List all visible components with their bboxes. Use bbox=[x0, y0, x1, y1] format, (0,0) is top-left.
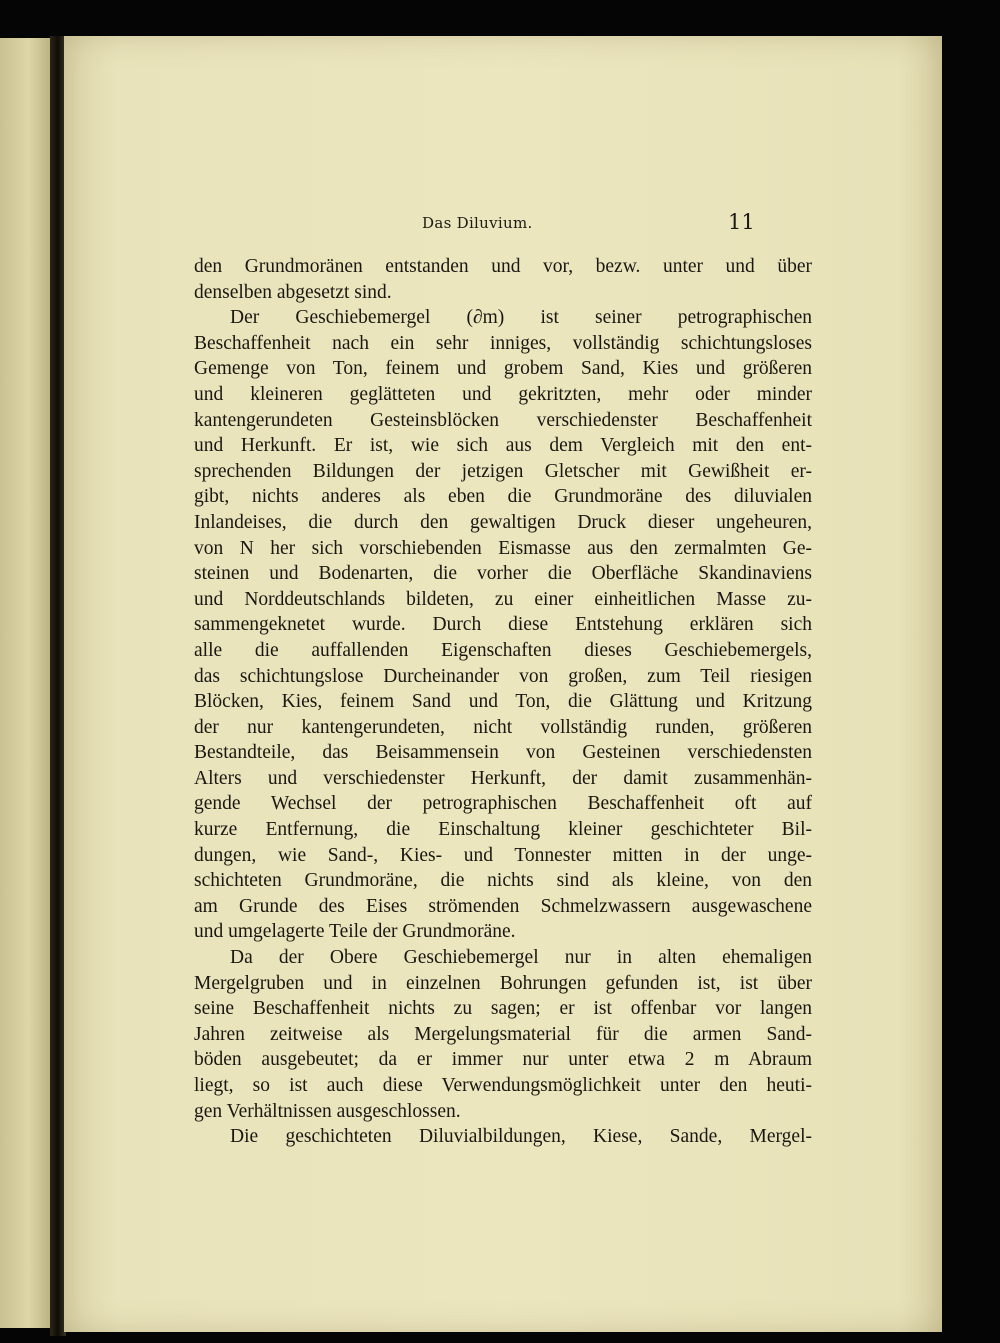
running-title: Das Diluvium. bbox=[422, 214, 533, 232]
text-line: am Grunde des Eises strömenden Schmelzwassern ausgewaschene bbox=[194, 895, 812, 917]
text-line: böden ausgebeutet; da er immer nur unter etwa 2 m Abraum bbox=[194, 1049, 812, 1071]
text-line: Alters und verschiedenster Herkunft, der damit zusammenhän- bbox=[194, 767, 812, 789]
text-line: Der Geschiebemergel (∂m) ist seiner petrographischen bbox=[230, 307, 812, 329]
text-line: gende Wechsel der petrographischen Beschaffenheit oft auf bbox=[194, 793, 812, 815]
text-line: Da der Obere Geschiebemergel nur in alten ehemaligen bbox=[230, 947, 812, 969]
book-page bbox=[64, 36, 942, 1332]
text-line: steinen und Bodenarten, die vorher die Oberfläche Skandinaviens bbox=[194, 563, 812, 585]
facing-page-edge bbox=[0, 38, 52, 1328]
text-line: kantengerundeten Gesteinsblöcken verschiedenster Beschaffenheit bbox=[194, 409, 812, 431]
text-line: sammengeknetet wurde. Durch diese Entstehung erklären sich bbox=[194, 614, 812, 636]
text-line: schichteten Grundmoräne, die nichts sind als kleine, von den bbox=[194, 870, 812, 892]
text-line: Inlandeises, die durch den gewaltigen Druck dieser ungeheuren, bbox=[194, 511, 812, 533]
page-header bbox=[64, 212, 942, 238]
text-line: liegt, so ist auch diese Verwendungsmöglichkeit unter den heuti- bbox=[194, 1075, 812, 1096]
text-line: und Norddeutschlands bildeten, zu einer einheitlichen Masse zu- bbox=[194, 588, 812, 610]
text-line: Gemenge von Ton, feinem und grobem Sand, Kies und größeren bbox=[194, 358, 812, 380]
text-line: das schichtungslose Durcheinander von großen, zum Teil riesigen bbox=[194, 665, 812, 687]
text-line: Beschaffenheit nach ein sehr inniges, vollständig schichtungsloses bbox=[194, 332, 812, 354]
text-line: alle die auffallenden Eigenschaften dieses Geschiebemergels, bbox=[194, 639, 812, 661]
text-line: von N her sich vorschiebenden Eismasse aus den zermalmten Ge- bbox=[194, 537, 812, 559]
text-line: der nur kantengerundeten, nicht vollständig runden, größeren bbox=[194, 716, 812, 738]
text-line: dungen, wie Sand-, Kies- und Tonnester mitten in der unge- bbox=[194, 844, 812, 866]
text-line: und umgelagerte Teile der Grundmoräne. bbox=[194, 921, 516, 943]
text-line: und kleineren geglätteten und gekritzten, mehr oder minder bbox=[194, 383, 812, 405]
text-line: seine Beschaffenheit nichts zu sagen; er ist offenbar vor langen bbox=[194, 998, 812, 1020]
text-line: gibt, nichts anderes als eben die Grundmoräne des diluvialen bbox=[194, 486, 812, 508]
body-text bbox=[194, 254, 812, 1150]
text-line: Jahren zeitweise als Mergelungsmaterial für die armen Sand- bbox=[194, 1023, 812, 1045]
page-number: 11 bbox=[728, 210, 755, 234]
text-line: Die geschichteten Diluvialbildungen, Kiese, Sande, Mergel- bbox=[230, 1126, 812, 1148]
text-line: Bestandteile, das Beisammensein von Gesteinen verschiedensten bbox=[194, 742, 812, 764]
text-line: gen Verhältnissen ausgeschlossen. bbox=[194, 1100, 461, 1122]
text-line: Blöcken, Kies, feinem Sand und Ton, die Glättung und Kritzung bbox=[194, 691, 812, 713]
text-line: den Grundmoränen entstanden und vor, bezw. unter und über bbox=[194, 256, 812, 277]
text-line: sprechenden Bildungen der jetzigen Gletscher mit Gewißheit er- bbox=[194, 460, 812, 482]
text-line: Mergelgruben und in einzelnen Bohrungen gefunden ist, ist über bbox=[194, 972, 812, 994]
text-line: kurze Entfernung, die Einschaltung kleiner geschichteter Bil- bbox=[194, 819, 812, 841]
text-line: und Herkunft. Er ist, wie sich aus dem Vergleich mit den ent- bbox=[194, 435, 812, 457]
text-line: denselben abgesetzt sind. bbox=[194, 281, 392, 303]
